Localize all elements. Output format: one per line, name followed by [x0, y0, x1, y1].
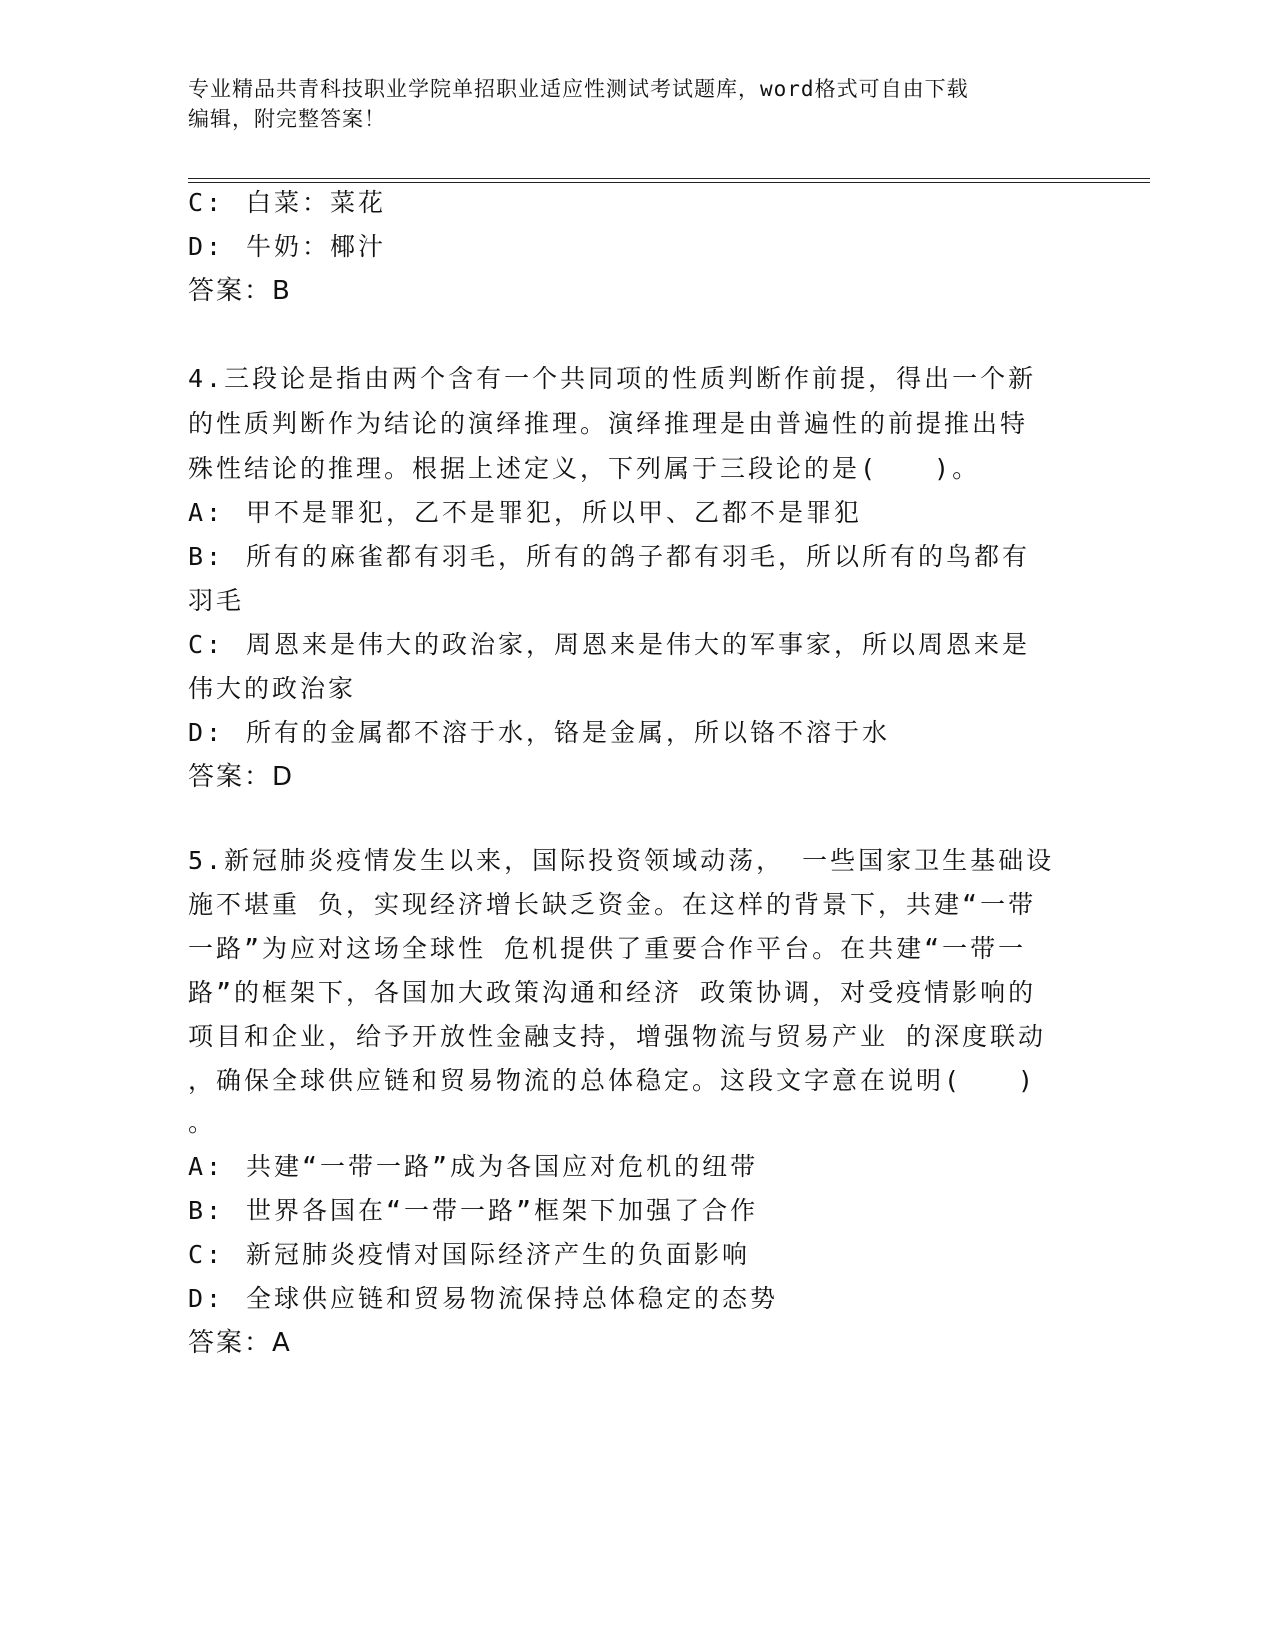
q5-stem-line-3: 一路”为应对这场全球性 危机提供了重要合作平台。在共建“一带一: [188, 934, 1027, 963]
q4-stem-line-3: 殊性结论的推理。根据上述定义，下列属于三段论的是( )。: [188, 454, 981, 483]
header-divider: [188, 178, 1150, 179]
option-key: C:: [188, 188, 225, 217]
q5-stem-line-2: 施不堪重 负，实现经济增长缺乏资金。在这样的背景下，共建“一带: [188, 890, 1037, 919]
q4-stem-line-2: 的性质判断作为结论的演绎推理。演绎推理是由普遍性的前提推出特: [188, 409, 1029, 438]
option-text: 所有的麻雀都有羽毛，所有的鸽子都有羽毛，所以所有的鸟都有: [246, 542, 1031, 571]
page-header: [188, 74, 1078, 134]
option-text: 全球供应链和贸易物流保持总体稳定的态势: [246, 1284, 779, 1313]
option-text: 共建“一带一路”成为各国应对危机的纽带: [246, 1152, 759, 1181]
header-line-2: 编辑，附完整答案！: [188, 107, 386, 131]
q4-option-b: [188, 534, 1088, 580]
q4-option-c: [188, 622, 1088, 668]
q4-option-c-continued: 伟大的政治家: [188, 674, 357, 703]
option-text: 牛奶：椰汁: [246, 232, 387, 261]
option-key: D:: [188, 718, 225, 747]
q5-answer: 答案：A: [188, 1328, 292, 1358]
q5-stem-line-7: 。: [188, 1108, 217, 1137]
option-key: A:: [188, 498, 225, 527]
q4-option-d: [188, 710, 1088, 756]
q5-stem-line-6: ，确保全球供应链和贸易物流的总体稳定。这段文字意在说明( ): [188, 1066, 1037, 1095]
option-text: 所有的金属都不溶于水，铬是金属，所以铬不溶于水: [246, 718, 891, 747]
q4-option-a: [188, 490, 1088, 536]
option-key: D:: [188, 1284, 225, 1313]
option-key: B:: [188, 1196, 225, 1225]
option-key: C:: [188, 630, 225, 659]
q5-option-d: [188, 1276, 1088, 1322]
option-text: 世界各国在“一带一路”框架下加强了合作: [246, 1196, 759, 1225]
q5-option-a: [188, 1144, 1088, 1190]
q5-option-c: [188, 1232, 1088, 1278]
q3-answer: 答案：B: [188, 276, 292, 306]
q4-option-b-continued: 羽毛: [188, 586, 245, 615]
q5-stem-line-1: 5.新冠肺炎疫情发生以来，国际投资领域动荡， 一些国家卫生基础设: [188, 846, 1055, 875]
option-key: B:: [188, 542, 225, 571]
option-text: 新冠肺炎疫情对国际经济产生的负面影响: [246, 1240, 751, 1269]
q3-option-c: [188, 180, 1088, 226]
header-line-1: 专业精品共青科技职业学院单招职业适应性测试考试题库，word格式可自由下载: [188, 77, 969, 101]
q5-option-b: [188, 1188, 1088, 1234]
q3-option-d: [188, 224, 1088, 270]
q4-stem-line-1: 4.三段论是指由两个含有一个共同项的性质判断作前提，得出一个新: [188, 364, 1037, 393]
option-text: 白菜：菜花: [246, 188, 387, 217]
option-text: 甲不是罪犯，乙不是罪犯，所以甲、乙都不是罪犯: [246, 498, 863, 527]
option-text: 周恩来是伟大的政治家，周恩来是伟大的军事家，所以周恩来是: [246, 630, 1031, 659]
q5-stem-line-4: 路”的框架下，各国加大政策沟通和经济 政策协调，对受疫情影响的: [188, 978, 1037, 1007]
option-key: C:: [188, 1240, 225, 1269]
option-key: D:: [188, 232, 225, 261]
q4-answer: 答案：D: [188, 762, 295, 792]
option-key: A:: [188, 1152, 225, 1181]
q5-stem-line-5: 项目和企业，给予开放性金融支持，增强物流与贸易产业 的深度联动: [188, 1022, 1047, 1051]
